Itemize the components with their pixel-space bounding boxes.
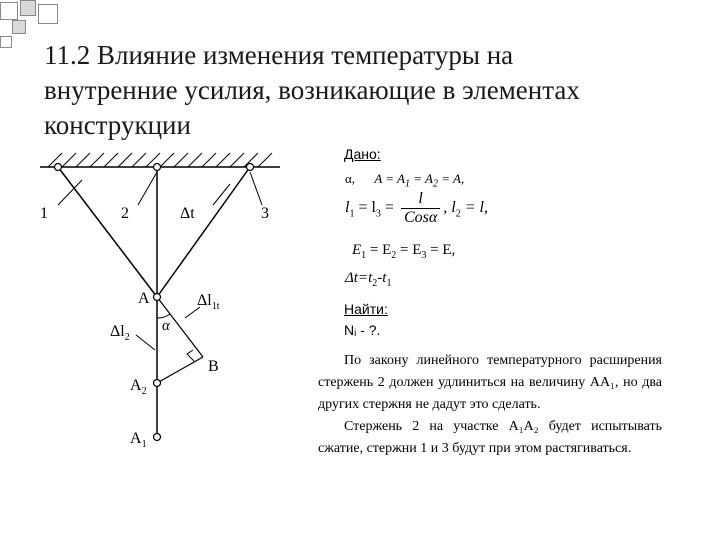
node-top-1: [55, 164, 62, 171]
label-A: A: [138, 290, 150, 307]
find-item: Nᵢ - ?.: [344, 322, 381, 338]
label-bar-2: 2: [121, 205, 129, 222]
explanation-paragraph-1: По закону линейного температурного расширения стержень 2 должен удлиниться на величину АА₁, но два других стержня не дадут это сделать.: [318, 353, 662, 412]
label-dl1t: $\Delta l_{1t}$: [197, 292, 220, 312]
given-heading: Дано:: [344, 146, 381, 162]
find-heading: Найти:: [344, 301, 388, 317]
given-line-1: α, $A = A_1 = A_2 = A$,: [345, 171, 465, 190]
node-A: [154, 294, 161, 301]
right-angle-mark: [187, 350, 194, 361]
given-line-4: $\Delta t=t_2-t_1$: [345, 270, 392, 289]
node-top-3: [247, 164, 254, 171]
given-line-3: $E_1 = E_2 = E_3 = E$,: [352, 242, 456, 261]
node-top-2: [154, 164, 161, 171]
bar-1: [58, 167, 157, 297]
label-bar-1: 1: [40, 205, 48, 222]
node-A2: [154, 380, 161, 387]
leader-dt: [213, 184, 230, 205]
label-A2: $A_2$: [130, 377, 147, 397]
leader-2: [138, 172, 157, 205]
leader-dl2: [136, 335, 155, 350]
leader-3: [250, 172, 262, 205]
label-bar-3: 3: [261, 205, 269, 222]
title-line-1: 11.2 Влияние изменения температуры на: [44, 40, 514, 70]
label-dl2: $\Delta l_2$: [110, 323, 130, 343]
explanation-paragraph-2: Стержень 2 на участке А₁А₂ будет испытывать сжатие, стержни 1 и 3 будут при этом растягиваться.: [318, 419, 662, 456]
title-line-2: внутренние усилия, возникающие в элементах: [44, 75, 580, 105]
perpendicular-line: [157, 357, 203, 383]
label-A1: $A_1$: [130, 430, 147, 450]
title-line-3: конструкции: [44, 110, 191, 140]
bar-3: [157, 167, 250, 297]
label-B: B: [208, 358, 219, 375]
label-delta-t: Δt: [180, 205, 195, 222]
explanation-text: [318, 350, 662, 460]
given-fraction: $\frac{l}{\text{Cosα}}$: [401, 190, 440, 227]
label-alpha: α: [162, 318, 170, 334]
given-line-2: $l_1 = l_3$ = $\frac{l}{\text{Cosα}}$ , $l_2 = l$,: [345, 190, 488, 226]
node-A1: [154, 434, 161, 441]
